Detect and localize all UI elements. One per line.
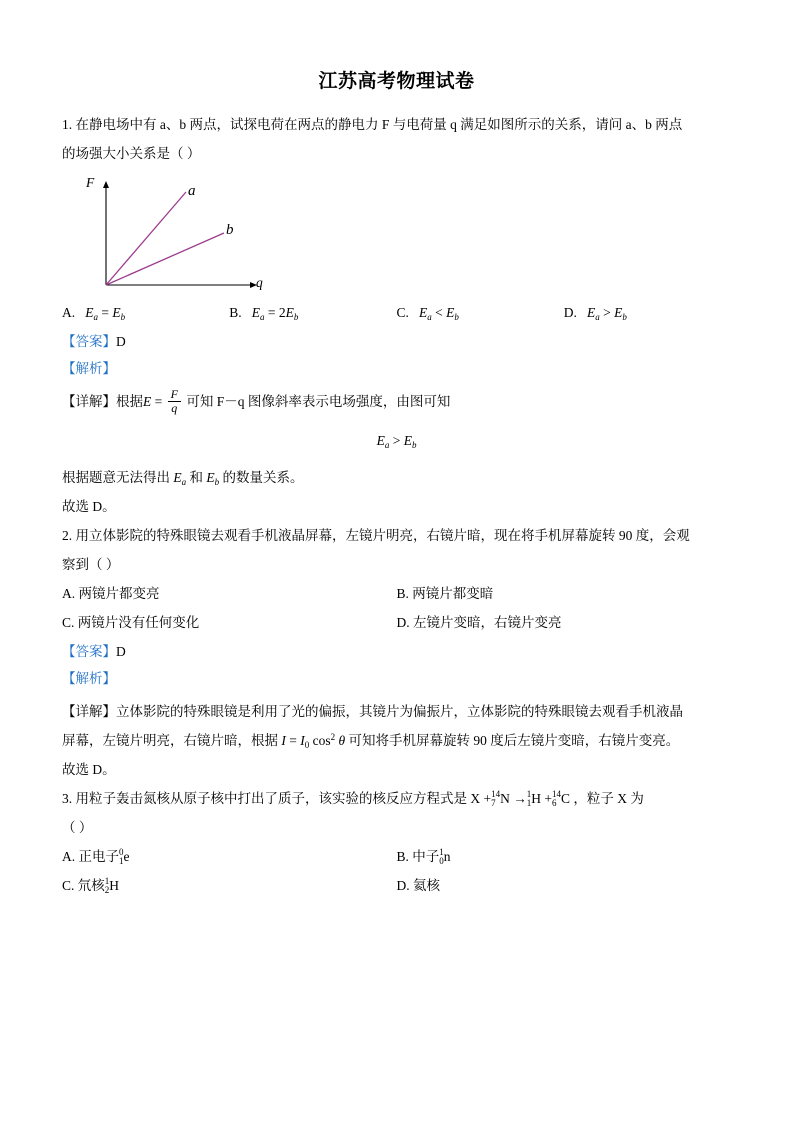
figure-y-axis-label: F (86, 175, 95, 190)
question-1-conclusion: 故选 D。 (62, 499, 116, 515)
question-1-answer-row (62, 328, 731, 355)
option-letter: D. (563, 305, 577, 320)
question-3-stem-text-a: 用粒子轰击氮核从原子核中打出了质子，该实验的核反应方程式是 X + (75, 791, 492, 807)
question-1-stem-line2: 的场强大小关系是（ ） (62, 146, 201, 161)
question-3-stem-text-c: H + (531, 791, 552, 807)
question-2-answer-row (62, 638, 731, 665)
question-3-option-d[interactable] (397, 872, 732, 899)
question-2-stem-line2: 察到（ ） (62, 557, 120, 573)
question-3-stem-text-d: C ，粒子 X 为 (561, 791, 644, 807)
question-2-option-d[interactable] (397, 609, 732, 636)
option-text: 正电子 (78, 849, 119, 865)
option-letter: B. (229, 305, 242, 320)
detail-label: 【详解】 (62, 394, 116, 409)
option-letter: C. (62, 615, 75, 631)
question-2-detail-line1 (62, 698, 731, 725)
option-symbol: H (109, 878, 120, 894)
answer-value: D (116, 334, 126, 349)
question-2-options-row2 (62, 609, 731, 636)
option-text: 中子 (412, 849, 440, 865)
question-2-stem-line1 (62, 522, 731, 549)
question-1-option-d[interactable]: D. $E_a > E_b$ (563, 305, 627, 322)
question-1-analysis-label: 【解析】 (62, 361, 116, 376)
question-1-detail-text-3: 根据题意无法得出 $E_a$ 和 $E_b$ 的数量关系。 (62, 470, 304, 488)
question-1-option-b[interactable]: B. $E_a = 2E_b$ (229, 305, 299, 322)
detail-label: 【详解】 (62, 704, 116, 720)
question-2-conclusion: 故选 D。 (62, 762, 116, 778)
question-3-stem-line1 (62, 785, 731, 812)
option-letter: A. (62, 849, 76, 865)
question-1-figure (62, 177, 731, 295)
figure-x-axis-label: q (256, 275, 263, 290)
nuclide-nitrogen: 14 7 (491, 788, 501, 809)
option-text: 氘核 (77, 878, 105, 894)
option-letter: D. (396, 878, 410, 894)
nuclide-carbon: 14 6 (552, 788, 561, 809)
option-symbol: e (123, 849, 130, 865)
question-2-stem-text: 用立体影院的特殊眼镜去观看手机液晶屏幕，左镜片明亮，右镜片暗，现在将手机屏幕旋转 90 度，会观 (75, 528, 690, 544)
figure-curve-a-label: a (188, 183, 196, 199)
option-letter: C. (62, 878, 75, 894)
option-letter: C. (396, 305, 409, 320)
question-3-stem-text-b: N → (500, 791, 527, 807)
question-2-analysis-label: 【解析】 (62, 671, 116, 687)
question-2-detail-line2 (62, 727, 731, 754)
formula-malus-law: $I = I_0$ $\cos^2 \theta$ (281, 732, 346, 751)
option-letter: D. (396, 615, 410, 631)
question-1-option-a[interactable]: A. $E_a = E_b$ (62, 305, 126, 322)
page-title: 江苏高考物理试卷 (318, 71, 475, 92)
question-3-option-c[interactable] (62, 872, 397, 899)
option-letter: B. (396, 849, 409, 865)
option-text: 两镜片没有任何变化 (77, 615, 200, 631)
option-letter: A. (62, 305, 76, 320)
detail-text-1: 根据 (116, 394, 143, 409)
nuclide-positron: 0 1 (119, 846, 124, 867)
question-1-centered-equation: $E_a > E_b$ (376, 433, 417, 451)
question-2-option-c[interactable] (62, 609, 397, 636)
question-2-options-row1 (62, 580, 731, 607)
option-text: 两镜片都变暗 (412, 586, 494, 602)
question-3-number: 3. (62, 791, 73, 807)
option-letter: B. (396, 586, 409, 602)
question-2-option-b[interactable] (397, 580, 732, 607)
question-3-option-a[interactable] (62, 843, 397, 870)
figure-curve-b-label: b (226, 222, 234, 238)
option-letter: A. (62, 586, 76, 602)
answer-label: 【答案】 (62, 644, 116, 660)
question-3-stem-line2: （ ） (62, 820, 93, 836)
answer-label: 【答案】 (62, 334, 116, 349)
question-2-option-a[interactable] (62, 580, 397, 607)
nuclide-hydrogen: 1 1 (526, 788, 532, 809)
formula-e-equals-f-over-q: $\frac{F}{q}$ (168, 388, 181, 417)
question-1-options (62, 299, 731, 326)
figure-svg (84, 177, 314, 295)
question-2-number: 2. (62, 528, 73, 544)
question-3-options-row1 (62, 843, 731, 870)
nuclide-neutron: 1 0 (439, 846, 444, 867)
option-text: 两镜片都变亮 (78, 586, 160, 602)
question-3-options-row2 (62, 872, 731, 899)
detail-text-b: 可知将手机屏幕旋转 90 度后左镜片变暗，右镜片变亮。 (348, 733, 680, 749)
option-text: 氦核 (413, 878, 440, 894)
option-symbol: n (443, 849, 451, 865)
question-1-option-c[interactable]: C. $E_a < E_b$ (396, 305, 459, 322)
nuclide-deuteron: 1 2 (104, 875, 110, 896)
question-1-detail: 【详解】根据E = $\frac{F}{q}$ 可知 F－q 图像斜率表示电场强度，由图可知 (62, 386, 451, 416)
question-1-number: 1. (62, 117, 73, 132)
option-text: 左镜片变暗，右镜片变亮 (413, 615, 562, 631)
detail-text-2: 可知 F－q 图像斜率表示电场强度，由图可知 (186, 394, 451, 409)
detail-text-a: 屏幕，左镜片明亮，右镜片暗，根据 (62, 733, 278, 749)
answer-value: D (116, 644, 126, 660)
detail-text: 立体影院的特殊眼镜是利用了光的偏振，其镜片为偏振片，立体影院的特殊眼镜去观看手机液晶 (116, 704, 683, 720)
question-3-option-b[interactable] (397, 843, 732, 870)
question-1-stem-line1 (62, 111, 731, 138)
figure-graph (84, 177, 314, 295)
question-1-stem-text: 在静电场中有 a、b 两点，试探电荷在两点的静电力 F 与电荷量 q 满足如图所示的关系，请问 a、b 两点 (75, 117, 683, 132)
